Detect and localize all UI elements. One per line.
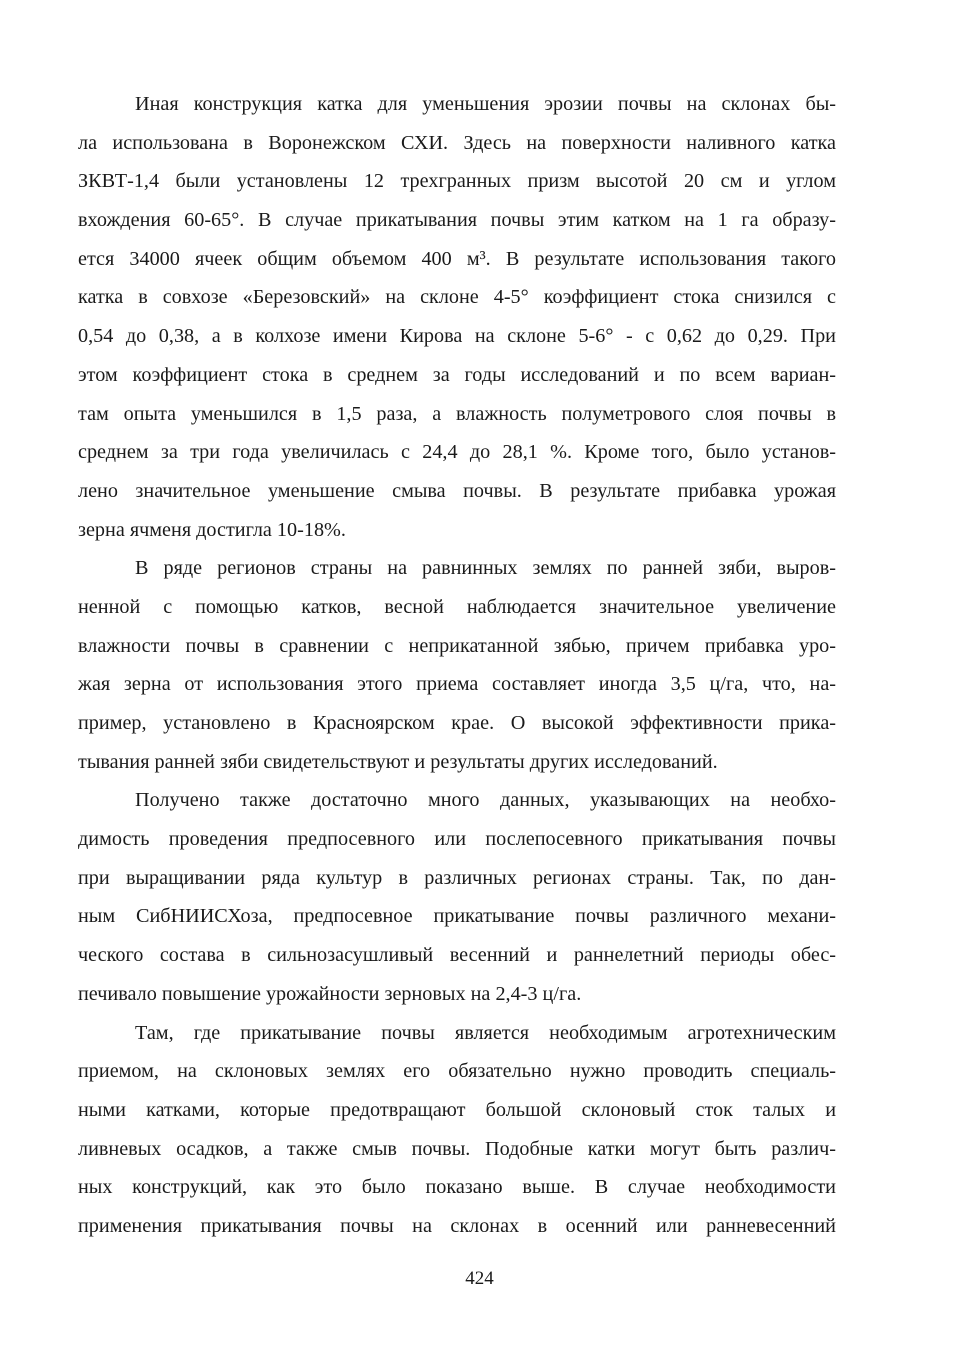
text-line: там опыта уменьшился в 1,5 раза, а влажность полуметрового слоя почвы в: [78, 402, 836, 425]
text-line: тывания ранней зяби свидетельствуют и результаты других исследований.: [78, 750, 718, 773]
text-line: ческого состава в сильнозасушливый весенний и раннелетний периоды обес-: [78, 944, 836, 967]
text-line: Иная конструкция катка для уменьшения эрозии почвы на склонах бы-: [135, 93, 836, 115]
text-line: ется 34000 ячеек общим объемом 400 м³. В результате использования такого: [78, 247, 836, 270]
text-line: катка в совхозе «Березовский» на склоне 4-5° коэффициент стока снизился с: [78, 286, 836, 309]
text-line: 0,54 до 0,38, а в колхозе имени Кирова на склоне 5-6° - с 0,62 до 0,29. При: [78, 325, 836, 348]
text-line: ненной с помощью катков, весной наблюдается значительное увеличение: [78, 595, 836, 618]
text-line: ла использована в Воронежском СХИ. Здесь на поверхности наливного катка: [78, 131, 836, 154]
text-line: пример, установлено в Красноярском крае. О высокой эффективности прика-: [78, 712, 836, 734]
text-line: зерна ячменя достигла 10-18%.: [78, 518, 346, 541]
text-line: приемом, на склоновых землях его обязательно нужно проводить специаль-: [78, 1060, 836, 1083]
text-line: применения прикатывания почвы на склонах в осенний или ранневесенний: [78, 1214, 836, 1237]
text-line: димость проведения предпосевного или послепосевного прикатывания почвы: [78, 828, 836, 851]
body-text: [78, 85, 836, 1246]
paragraph: [78, 549, 836, 781]
page-number: 424: [465, 1268, 494, 1289]
text-line: ливневых осадков, а также смыв почвы. Подобные катки могут быть различ-: [78, 1137, 836, 1160]
paragraph: [78, 85, 836, 549]
text-line: среднем за три года увеличилась с 24,4 до 28,1 %. Кроме того, было установ-: [78, 441, 836, 464]
paragraph: [78, 781, 836, 1013]
text-line: при выращивании ряда культур в различных регионах страны. Так, по дан-: [78, 866, 836, 889]
text-line: ными катками, которые предотвращают большой склоновый сток талых и: [78, 1098, 836, 1121]
text-line: вхождения 60-65°. В случае прикатывания почвы этим катком на 1 га образу-: [78, 209, 836, 232]
text-line: влажности почвы в сравнении с неприкатанной зябью, причем прибавка уро-: [78, 634, 836, 657]
text-line: жая зерна от использования этого приема составляет иногда 3,5 ц/га, что, на-: [78, 673, 836, 696]
text-line: лено значительное уменьшение смыва почвы. В результате прибавка урожая: [78, 479, 836, 502]
text-line: Там, где прикатывание почвы является необходимым агротехническим: [135, 1021, 836, 1044]
text-line: Получено также достаточно много данных, указывающих на необхо-: [135, 789, 836, 812]
text-line: ным СибНИИСХоза, предпосевное прикатывание почвы различного механи-: [78, 905, 836, 928]
text-line: ных конструкций, как это было показано выше. В случае необходимости: [78, 1176, 836, 1199]
text-line: ЗКВТ-1,4 были установлены 12 трехгранных призм высотой 20 см и углом: [78, 170, 836, 193]
text-line: этом коэффициент стока в среднем за годы исследований и по всем вариан-: [78, 363, 836, 386]
text-line: В ряде регионов страны на равнинных землях по ранней зяби, выров-: [135, 557, 836, 580]
paragraph: [78, 1014, 836, 1246]
text-line: печивало повышение урожайности зерновых на 2,4-3 ц/га.: [78, 982, 582, 1005]
